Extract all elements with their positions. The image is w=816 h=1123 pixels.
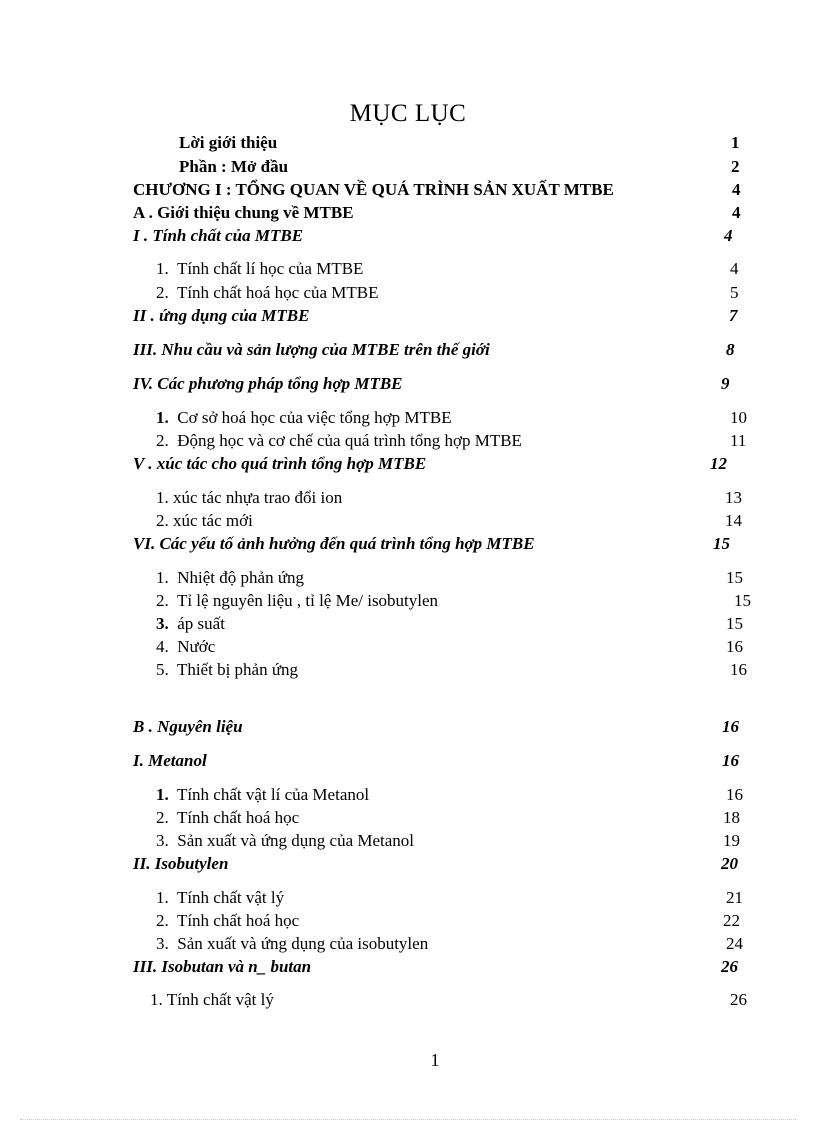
toc-entry-page: 15 [713,534,730,553]
toc-section-heading [133,955,753,979]
toc-entry-text: Sản xuất và ứng dụng của Metanol [177,831,415,850]
toc-entry-number: 1. [156,259,169,278]
toc-entry-page: 10 [730,408,747,427]
page-title: MỤC LỤC [349,100,467,127]
toc-entry-page: 9 [721,374,730,393]
toc-section-heading [133,372,753,396]
toc-entry-text: Sản xuất và ứng dụng của isobutylen [177,934,429,953]
toc-entry-number: 2. [156,431,169,450]
toc-entry-page: 1 [731,133,740,152]
toc-entry-page: 15 [726,614,743,633]
page-number: 1 [430,1050,440,1070]
toc-entry-page: 13 [725,488,742,507]
toc-subentry [156,829,776,853]
toc-entry-number: 1. [156,785,169,804]
toc-entry [179,155,759,179]
toc-entry-text: CHƯƠNG I : TỔNG QUAN VỀ QUÁ TRÌNH SẢN XUẤT MTBE [133,180,614,199]
toc-entry-text: 1. Tính chất vật lý [150,990,274,1009]
toc-entry-number: 5. [156,660,169,679]
toc-entry-text: Tính chất hoá học [176,808,300,827]
toc-entry-text: V . xúc tác cho quá trình tổng hợp MTBE [133,454,427,473]
toc-entry-page: 4 [732,180,741,199]
toc-subentry [156,509,776,533]
toc-entry-text: Phần : Mở đầu [179,157,289,176]
toc-entry-page: 24 [726,934,743,953]
toc-entry-text: Tính chất hoá học của MTBE [176,283,379,302]
toc-entry-page: 16 [730,660,747,679]
toc-subentry [156,886,776,910]
toc-entry-page: 2 [731,157,740,176]
toc-subentry [150,988,770,1012]
page-bottom-divider [20,1119,796,1120]
toc-entry-text: Lời giới thiệu [179,133,278,152]
toc-entry-text: I. Metanol [133,751,207,770]
toc-section-heading [133,852,753,876]
toc-entry-text: Tính chất vật lý [176,888,285,907]
toc-entry [179,131,759,155]
toc-entry-page: 14 [725,511,742,530]
toc-subentry [156,589,776,613]
toc-subentry [156,566,776,590]
toc-entry-page: 7 [729,306,738,325]
toc-entry-number: 1. [156,408,169,427]
toc-entry-page: 8 [726,340,735,359]
toc-entry-text: Cơ sở hoá học của việc tổng hợp MTBE [177,408,452,427]
toc-section-heading [133,715,753,739]
toc-entry-page: 16 [722,717,739,736]
toc-subentry [156,486,776,510]
toc-entry-text: Tính chất vật lí của Metanol [176,785,370,804]
toc-subentry [156,257,756,281]
toc-entry-text: B . Nguyên liệu [133,717,243,736]
toc-entry-text: III. Isobutan và n_ butan [133,957,312,976]
toc-entry-text: VI. Các yếu tố ảnh hưởng đến quá trình tổng hợp MTBE [133,534,535,553]
toc-chapter-heading [133,178,753,202]
toc-entry-number: 3. [156,934,169,953]
toc-entry-page: 4 [732,203,741,222]
toc-entry-page: 12 [710,454,727,473]
toc-entry-text: Động học và cơ chế của quá trình tổng hợp MTBE [177,431,522,450]
toc-section-heading [133,532,753,556]
toc-entry-text: Nhiệt độ phản ứng [177,568,305,587]
toc-entry-text: Nước [177,637,216,656]
toc-entry-page: 15 [734,591,751,610]
toc-entry-page: 18 [723,808,740,827]
toc-entry-page: 4 [730,259,739,278]
toc-entry-number: 2. [156,591,169,610]
toc-entry-text: Thiết bị phản ứng [176,660,299,679]
toc-entry-text: A . Giới thiệu chung về MTBE [133,203,354,222]
toc-entry-number: 1. [156,888,169,907]
toc-entry-number: 3. [156,614,169,633]
toc-entry-number: 2. [156,808,169,827]
toc-entry-number: 2. [156,911,169,930]
toc-subentry [156,806,776,830]
toc-entry-page: 20 [721,854,738,873]
toc-entry-text: IV. Các phương pháp tổng hợp MTBE [133,374,403,393]
toc-entry-text: II . ứng dụng của MTBE [133,306,310,325]
toc-entry-number: 1. [156,568,169,587]
toc-entry-page: 19 [723,831,740,850]
toc-subentry [156,635,776,659]
toc-entry-text: áp suất [177,614,225,633]
toc-section-heading [133,304,753,328]
toc-entry-page: 15 [726,568,743,587]
toc-entry-page: 22 [723,911,740,930]
toc-entry-text: III. Nhu cầu và sản lượng của MTBE trên thế giới [133,340,490,359]
toc-subentry [156,281,756,305]
toc-entry-text: II. Isobutylen [133,854,229,873]
toc-entry-text: 1. xúc tác nhựa trao đổi ion [156,488,343,507]
toc-entry-page: 21 [726,888,743,907]
toc-section-heading [133,452,753,476]
toc-section-heading [133,338,753,362]
toc-entry-page: 11 [730,431,747,450]
toc-section-heading [133,201,753,225]
toc-entry-text: Tính chất lí học của MTBE [176,259,364,278]
toc-subentry [156,783,776,807]
toc-entry-number: 2. [156,283,169,302]
toc-subentry [156,429,776,453]
toc-entry-text: 2. xúc tác mới [156,511,253,530]
toc-entry-number: 4. [156,637,169,656]
toc-entry-page: 16 [726,637,743,656]
toc-subentry [156,612,776,636]
toc-entry-page: 4 [724,226,733,245]
toc-section-heading [133,224,753,248]
toc-entry-text: Tỉ lệ nguyên liệu , tỉ lệ Me/ isobutylen [176,591,439,610]
toc-entry-page: 26 [730,990,747,1009]
toc-section-heading [133,749,753,773]
toc-subentry [156,909,776,933]
toc-entry-page: 5 [730,283,739,302]
toc-subentry [156,658,776,682]
toc-entry-page: 16 [722,751,739,770]
toc-entry-text: Tính chất hoá học [176,911,300,930]
toc-entry-page: 16 [726,785,743,804]
toc-subentry [156,406,776,430]
toc-entry-number: 3. [156,831,169,850]
toc-entry-text: I . Tính chất của MTBE [133,226,304,245]
toc-entry-page: 26 [721,957,738,976]
toc-subentry [156,932,776,956]
